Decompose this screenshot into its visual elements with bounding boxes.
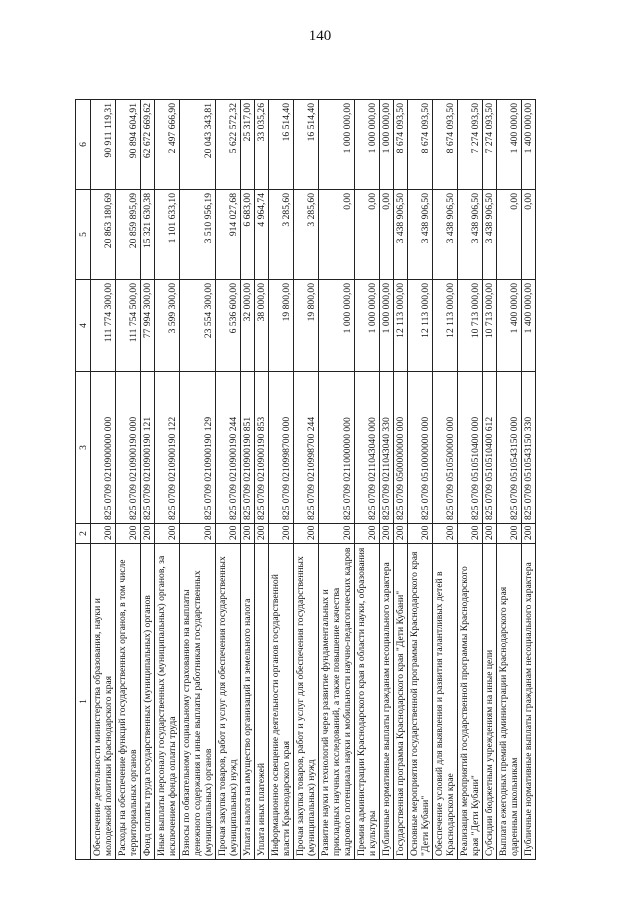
- planned-amount-cell: 1 400 000,00: [522, 280, 536, 372]
- budget-code-cell: 825 0709 0510510400 612: [483, 372, 497, 524]
- budget-code-cell: 825 0709 0210900190 000: [116, 372, 141, 524]
- column-number: 2: [76, 524, 91, 544]
- executed-amount-cell: 3 438 906,50: [408, 190, 433, 280]
- planned-amount-cell: 6 536 600,00: [216, 280, 241, 372]
- budget-code-cell: 825 0709 0210900190 853: [255, 372, 269, 524]
- row-name-cell: Государственная программа Краснодарского края "Дети Кубани": [394, 544, 408, 860]
- row-name-cell: Информационное освещение деятельности органов государственной власти Краснодарского края: [269, 544, 294, 860]
- row-name-cell: Фонд оплаты труда государственных (муниципальных) органов: [141, 544, 155, 860]
- budget-code-cell: 825 0709 0210998700 000: [269, 372, 294, 524]
- row-name-cell: Реализация мероприятий государственной программы Краснодарского края "Дети Кубани": [458, 544, 483, 860]
- page-number: 140: [308, 28, 332, 44]
- remaining-amount-cell: 62 672 669,62: [141, 100, 155, 190]
- row-level-cell: 200: [294, 524, 319, 544]
- table-row: [319, 100, 355, 860]
- executed-amount-cell: 3 438 906,50: [433, 190, 458, 280]
- row-name-cell: Обеспечение условий для выявления и развития талантливых детей в Краснодарском крае: [433, 544, 458, 860]
- row-level-cell: 200: [241, 524, 255, 544]
- executed-amount-cell: 0,00: [522, 190, 536, 280]
- column-number: 4: [76, 280, 91, 372]
- planned-amount-cell: 12 113 000,00: [408, 280, 433, 372]
- remaining-amount-cell: 16 514,40: [294, 100, 319, 190]
- table-row: [180, 100, 216, 860]
- budget-code-cell: 825 0709 0210900190 122: [155, 372, 180, 524]
- executed-amount-cell: 3 510 956,19: [180, 190, 216, 280]
- row-level-cell: 200: [355, 524, 380, 544]
- executed-amount-cell: 1 101 633,10: [155, 190, 180, 280]
- row-level-cell: 200: [483, 524, 497, 544]
- executed-amount-cell: 20 859 895,09: [116, 190, 141, 280]
- row-name-cell: Публичные нормативные выплаты гражданам несоциального характера: [522, 544, 536, 860]
- planned-amount-cell: 10 713 000,00: [483, 280, 497, 372]
- column-number-row: [76, 100, 91, 860]
- row-name-cell: Прочая закупка товаров, работ и услуг для обеспечения государственных (муниципальных) нужд: [294, 544, 319, 860]
- remaining-amount-cell: 5 622 572,32: [216, 100, 241, 190]
- table-row: [408, 100, 433, 860]
- column-number: 3: [76, 372, 91, 524]
- row-name-cell: Взносы по обязательному социальному страхованию на выплаты денежного содержания и иные выплаты работникам государственных (муниципальных) органов: [180, 544, 216, 860]
- executed-amount-cell: 3 438 906,50: [483, 190, 497, 280]
- planned-amount-cell: 10 713 000,00: [458, 280, 483, 372]
- executed-amount-cell: 3 438 906,50: [394, 190, 408, 280]
- planned-amount-cell: 12 113 000,00: [394, 280, 408, 372]
- table-row: [522, 100, 536, 860]
- planned-amount-cell: 19 800,00: [269, 280, 294, 372]
- row-level-cell: 200: [216, 524, 241, 544]
- row-level-cell: 200: [433, 524, 458, 544]
- planned-amount-cell: 77 994 300,00: [141, 280, 155, 372]
- budget-table-rotated: [75, 100, 595, 860]
- row-level-cell: 200: [458, 524, 483, 544]
- row-name-cell: Основные мероприятия государственной программы Краснодарского края "Дети Кубани": [408, 544, 433, 860]
- planned-amount-cell: 111 754 500,00: [116, 280, 141, 372]
- table-row: [380, 100, 394, 860]
- planned-amount-cell: 38 000,00: [255, 280, 269, 372]
- budget-code-cell: 825 0709 0500000000 000: [394, 372, 408, 524]
- row-name-cell: Уплата налога на имущество организаций и земельного налога: [241, 544, 255, 860]
- table-row: [497, 100, 522, 860]
- budget-code-cell: 825 0709 0211043040 330: [380, 372, 394, 524]
- table-row: [255, 100, 269, 860]
- executed-amount-cell: 6 683,00: [241, 190, 255, 280]
- row-level-cell: 200: [255, 524, 269, 544]
- table-row: [216, 100, 241, 860]
- row-name-cell: Публичные нормативные выплаты гражданам несоциального характера: [380, 544, 394, 860]
- table-row: [433, 100, 458, 860]
- remaining-amount-cell: 1 000 000,00: [380, 100, 394, 190]
- budget-code-cell: 825 0709 0510500000 000: [433, 372, 458, 524]
- budget-code-cell: 825 0709 0510510400 000: [458, 372, 483, 524]
- budget-code-cell: 825 0709 0211000000 000: [319, 372, 355, 524]
- planned-amount-cell: 19 800,00: [294, 280, 319, 372]
- row-level-cell: 200: [155, 524, 180, 544]
- budget-code-cell: 825 0709 0510543150 000: [497, 372, 522, 524]
- remaining-amount-cell: 8 674 093,50: [433, 100, 458, 190]
- row-level-cell: 200: [91, 524, 116, 544]
- row-level-cell: 200: [522, 524, 536, 544]
- remaining-amount-cell: 1 000 000,00: [355, 100, 380, 190]
- column-number: 6: [76, 100, 91, 190]
- remaining-amount-cell: 7 274 093,50: [458, 100, 483, 190]
- row-level-cell: 200: [141, 524, 155, 544]
- remaining-amount-cell: 33 035,26: [255, 100, 269, 190]
- row-level-cell: 200: [394, 524, 408, 544]
- budget-code-cell: 825 0709 0210900190 129: [180, 372, 216, 524]
- executed-amount-cell: 0,00: [355, 190, 380, 280]
- executed-amount-cell: 4 964,74: [255, 190, 269, 280]
- planned-amount-cell: 1 000 000,00: [380, 280, 394, 372]
- table-row: [241, 100, 255, 860]
- budget-code-cell: 825 0709 0210900190 244: [216, 372, 241, 524]
- table-row: [294, 100, 319, 860]
- executed-amount-cell: 20 863 180,69: [91, 190, 116, 280]
- table-body: [91, 100, 536, 860]
- remaining-amount-cell: 90 911 119,31: [91, 100, 116, 190]
- remaining-amount-cell: 1 000 000,00: [319, 100, 355, 190]
- remaining-amount-cell: 20 043 343,81: [180, 100, 216, 190]
- remaining-amount-cell: 8 674 093,50: [408, 100, 433, 190]
- row-name-cell: Уплата иных платежей: [255, 544, 269, 860]
- row-name-cell: Премия администрации Краснодарского края в области науки, образования и культуры: [355, 544, 380, 860]
- budget-code-cell: 825 0709 0210998700 244: [294, 372, 319, 524]
- budget-code-cell: 825 0709 0510000000 000: [408, 372, 433, 524]
- row-name-cell: Прочая закупка товаров, работ и услуг для обеспечения государственных (муниципальных) нужд: [216, 544, 241, 860]
- table-row: [116, 100, 141, 860]
- table-row: [155, 100, 180, 860]
- budget-code-cell: 825 0709 0210900190 851: [241, 372, 255, 524]
- row-name-cell: Развитие науки и технологий через развитие фундаментальных и прикладных научных исследований, а также повышение качества кадрового потенциала науки и мобильности научно-педагогических кадров: [319, 544, 355, 860]
- remaining-amount-cell: 2 497 666,90: [155, 100, 180, 190]
- column-number: 1: [76, 544, 91, 860]
- row-name-cell: Иные выплаты персоналу государственных (муниципальных) органов, за исключением фонда оплаты труда: [155, 544, 180, 860]
- row-level-cell: 200: [180, 524, 216, 544]
- budget-code-cell: 825 0709 0510543150 330: [522, 372, 536, 524]
- executed-amount-cell: 914 027,68: [216, 190, 241, 280]
- table-row: [394, 100, 408, 860]
- planned-amount-cell: 3 599 300,00: [155, 280, 180, 372]
- remaining-amount-cell: 7 274 093,50: [483, 100, 497, 190]
- row-name-cell: Обеспечение деятельности министерства образования, науки и молодежной политики Краснодарского края: [91, 544, 116, 860]
- row-level-cell: 200: [380, 524, 394, 544]
- planned-amount-cell: 1 400 000,00: [497, 280, 522, 372]
- executed-amount-cell: 0,00: [497, 190, 522, 280]
- remaining-amount-cell: 25 317,00: [241, 100, 255, 190]
- row-level-cell: 200: [408, 524, 433, 544]
- executed-amount-cell: 0,00: [380, 190, 394, 280]
- planned-amount-cell: 1 000 000,00: [355, 280, 380, 372]
- planned-amount-cell: 111 774 300,00: [91, 280, 116, 372]
- executed-amount-cell: 0,00: [319, 190, 355, 280]
- row-level-cell: 200: [497, 524, 522, 544]
- executed-amount-cell: 3 438 906,50: [458, 190, 483, 280]
- planned-amount-cell: 23 554 300,00: [180, 280, 216, 372]
- planned-amount-cell: 32 000,00: [241, 280, 255, 372]
- budget-code-cell: 825 0709 0210900190 121: [141, 372, 155, 524]
- row-level-cell: 200: [319, 524, 355, 544]
- table-row: [141, 100, 155, 860]
- planned-amount-cell: 1 000 000,00: [319, 280, 355, 372]
- table-row: [91, 100, 116, 860]
- remaining-amount-cell: 90 894 604,91: [116, 100, 141, 190]
- table-row: [269, 100, 294, 860]
- row-name-cell: Расходы на обеспечение функций государственных органов, в том числе территориальных органов: [116, 544, 141, 860]
- remaining-amount-cell: 1 400 000,00: [522, 100, 536, 190]
- budget-code-cell: 825 0709 0211043040 000: [355, 372, 380, 524]
- row-level-cell: 200: [116, 524, 141, 544]
- row-level-cell: 200: [269, 524, 294, 544]
- executed-amount-cell: 3 285,60: [294, 190, 319, 280]
- remaining-amount-cell: 1 400 000,00: [497, 100, 522, 190]
- table-row: [355, 100, 380, 860]
- row-name-cell: Субсидии бюджетным учреждениям на иные цели: [483, 544, 497, 860]
- executed-amount-cell: 3 285,60: [269, 190, 294, 280]
- planned-amount-cell: 12 113 000,00: [433, 280, 458, 372]
- remaining-amount-cell: 16 514,40: [269, 100, 294, 190]
- table-row: [483, 100, 497, 860]
- budget-code-cell: 825 0709 0210900000 000: [91, 372, 116, 524]
- remaining-amount-cell: 8 674 093,50: [394, 100, 408, 190]
- executed-amount-cell: 15 321 630,38: [141, 190, 155, 280]
- column-number: 5: [76, 190, 91, 280]
- table-row: [458, 100, 483, 860]
- budget-table: [75, 99, 536, 860]
- row-name-cell: Выплата ежегодных премий администрации Краснодарского края одаренным школьникам: [497, 544, 522, 860]
